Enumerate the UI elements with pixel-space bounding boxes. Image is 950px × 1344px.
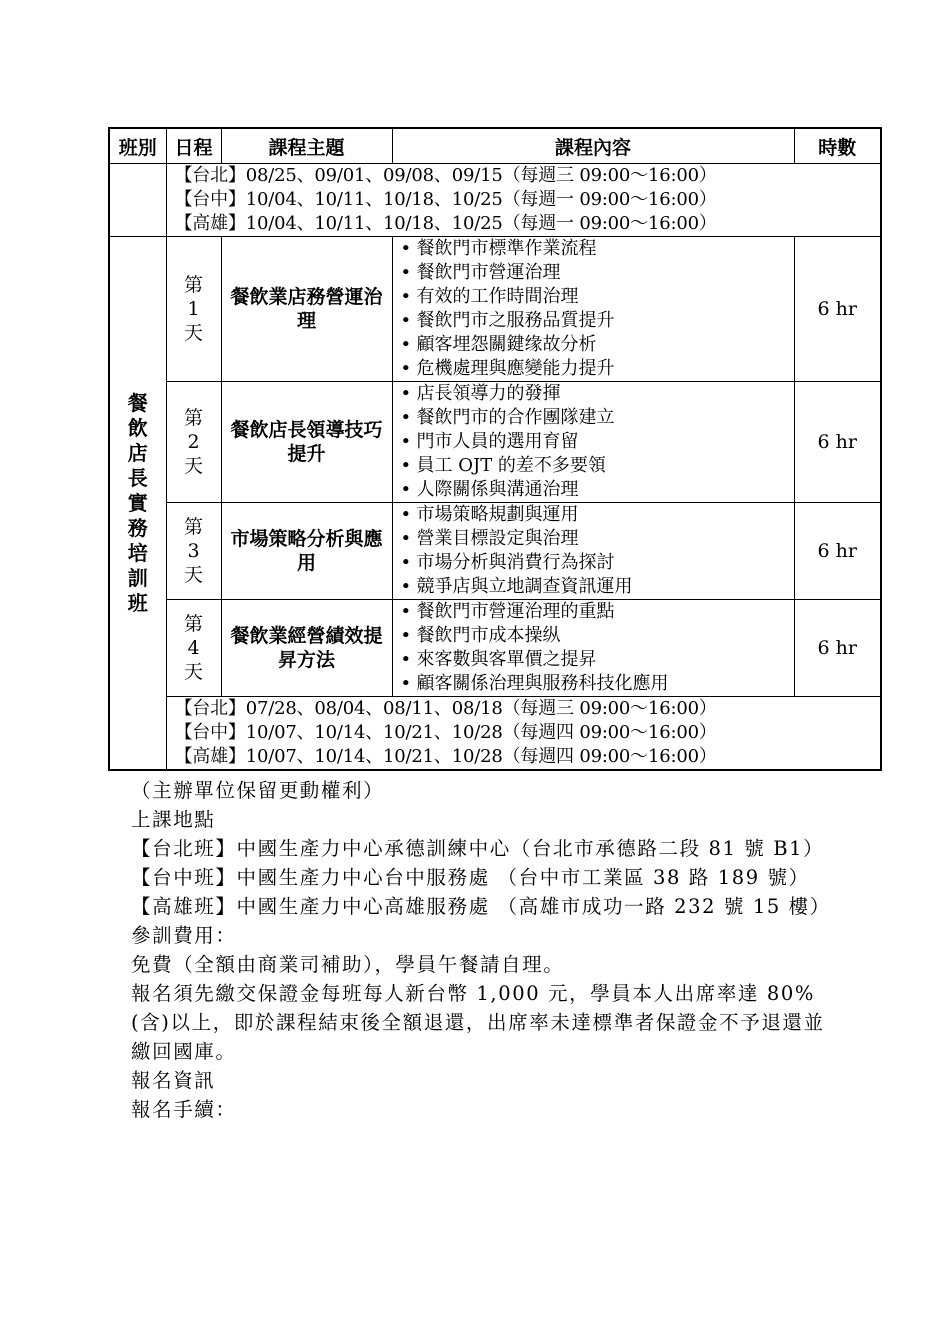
organizer-note: （主辦單位保留更動權利） (131, 779, 385, 802)
bottom-schedule-cell (166, 697, 881, 771)
day-label: 天 (183, 322, 203, 344)
day-row-4 (109, 600, 881, 697)
header-schedule: 日程 (166, 128, 221, 164)
content-item: • 餐飲門市之服務品質提升 (401, 309, 794, 333)
day-number: 1 (187, 298, 200, 320)
schedule-taichung: 【台中】10/07、10/14、10/21、10/28（每週四 09:00～16:00） (174, 722, 717, 743)
location-heading: 上課地點 (131, 808, 216, 831)
content-item: • 門市人員的選用育留 (401, 430, 794, 454)
content-item: • 餐飲門市營運治理 (401, 261, 794, 285)
hours-cell-3: 6 hr (794, 503, 881, 600)
day-label: 天 (183, 455, 203, 477)
class-name-char: 班 (127, 590, 148, 615)
table-header-row (109, 128, 881, 164)
content-item: • 店長領導力的發揮 (401, 382, 794, 406)
header-content: 課程內容 (392, 128, 794, 164)
content-item: • 人際關係與溝通治理 (401, 478, 794, 502)
content-item: • 顧客埋怨關鍵缘故分析 (401, 333, 794, 357)
topic-cell-2: 餐飲店長領導技巧提升 (221, 382, 392, 503)
location-taipei: 【台北班】中國生產力中心承德訓練中心（台北市承德路二段 81 號 B1） (131, 837, 825, 860)
class-name-char: 長 (127, 465, 148, 490)
content-item: • 有效的工作時間治理 (401, 285, 794, 309)
content-item: • 餐飲門市標準作業流程 (401, 237, 794, 261)
day-row-3 (109, 503, 881, 600)
class-name-char: 餐 (127, 390, 148, 415)
class-name-char: 務 (127, 515, 148, 540)
day-label: 第 (183, 274, 203, 296)
header-class: 班別 (109, 128, 166, 164)
day-cell-3 (166, 503, 221, 600)
content-cell-1 (392, 237, 794, 382)
fee-free-text: 免費（全額由商業司補助），學員午餐請自理。 (131, 953, 565, 976)
header-hours: 時數 (794, 128, 881, 164)
content-item: • 顧客關係治理與服務科技化應用 (401, 672, 794, 696)
deposit-text: 報名須先繳交保證金每班每人新台幣 1,000 元，學員本人出席率達 80%(含)以上，即於課程結束後全額退還，出席率未達標準者保證金不予退還並繳回國庫。 (131, 982, 825, 1063)
day-label: 天 (183, 564, 203, 586)
schedule-kaohsiung: 【高雄】10/04、10/11、10/18、10/25（每週一 09:00～16:00） (174, 213, 717, 234)
content-item: • 市場策略規劃與運用 (401, 503, 794, 527)
content-item: • 市場分析與消費行為探討 (401, 551, 794, 575)
day-cell-1 (166, 237, 221, 382)
schedule-taichung: 【台中】10/04、10/11、10/18、10/25（每週一 09:00～16:00） (174, 189, 717, 210)
schedule-taipei: 【台北】07/28、08/04、08/11、08/18（每週三 09:00～16:00） (174, 698, 717, 719)
hours-cell-4: 6 hr (794, 600, 881, 697)
location-kaohsiung: 【高雄班】中國生產力中心高雄服務處 （高雄市成功一路 232 號 15 樓） (131, 895, 831, 918)
content-item: • 來客數與客單價之提昇 (401, 648, 794, 672)
register-info-heading: 報名資訊 (131, 1069, 216, 1092)
day-number: 3 (187, 540, 200, 562)
content-item: • 餐飲門市營運治理的重點 (401, 600, 794, 624)
content-cell-4 (392, 600, 794, 697)
hours-cell-1: 6 hr (794, 237, 881, 382)
header-topic: 課程主題 (221, 128, 392, 164)
day-label: 第 (183, 407, 203, 429)
course-schedule-table (108, 127, 882, 771)
topic-cell-1: 餐飲業店務營運治理 (221, 237, 392, 382)
top-schedule-row (109, 164, 881, 237)
day-number: 4 (187, 637, 200, 659)
content-item: • 營業目標設定與治理 (401, 527, 794, 551)
location-taichung: 【台中班】中國生產力中心台中服務處 （台中市工業區 38 路 189 號） (131, 866, 810, 889)
class-name-char: 培 (127, 540, 148, 565)
day-row-1 (109, 237, 881, 382)
day-cell-2 (166, 382, 221, 503)
fee-heading: 參訓費用： (131, 924, 237, 947)
top-schedule-cell (166, 164, 881, 237)
empty-class-cell (109, 164, 166, 237)
course-schedule-table-wrapper (108, 127, 880, 771)
content-item: • 餐飲門市成本操纵 (401, 624, 794, 648)
class-name-char: 訓 (127, 565, 148, 590)
day-number: 2 (187, 431, 200, 453)
content-item: • 危機處理與應變能力提升 (401, 357, 794, 381)
content-item: • 餐飲門市的合作團隊建立 (401, 406, 794, 430)
topic-cell-4: 餐飲業經營績效提昇方法 (221, 600, 392, 697)
class-name-cell (109, 237, 166, 771)
content-item: • 員工 OJT 的差不多要領 (401, 454, 794, 478)
content-cell-3 (392, 503, 794, 600)
content-item: • 競爭店與立地調查資訊運用 (401, 575, 794, 599)
day-row-2 (109, 382, 881, 503)
class-name-char: 實 (127, 490, 148, 515)
class-name-char: 飲 (127, 415, 148, 440)
content-list (393, 237, 794, 381)
topic-cell-3: 市場策略分析與應用 (221, 503, 392, 600)
content-cell-2 (392, 382, 794, 503)
document-body (113, 776, 833, 1124)
bottom-schedule-row (109, 697, 881, 771)
hours-cell-2: 6 hr (794, 382, 881, 503)
content-list (393, 503, 794, 599)
day-cell-4 (166, 600, 221, 697)
content-list (393, 382, 794, 502)
class-name-char: 店 (127, 440, 148, 465)
schedule-taipei: 【台北】08/25、09/01、09/08、09/15（每週三 09:00～16:00） (174, 165, 717, 186)
day-label: 第 (183, 613, 203, 635)
register-steps-heading: 報名手續： (131, 1098, 237, 1121)
content-list (393, 600, 794, 696)
schedule-kaohsiung: 【高雄】10/07、10/14、10/21、10/28（每週四 09:00～16:00） (174, 746, 717, 767)
day-label: 第 (183, 516, 203, 538)
day-label: 天 (183, 661, 203, 683)
